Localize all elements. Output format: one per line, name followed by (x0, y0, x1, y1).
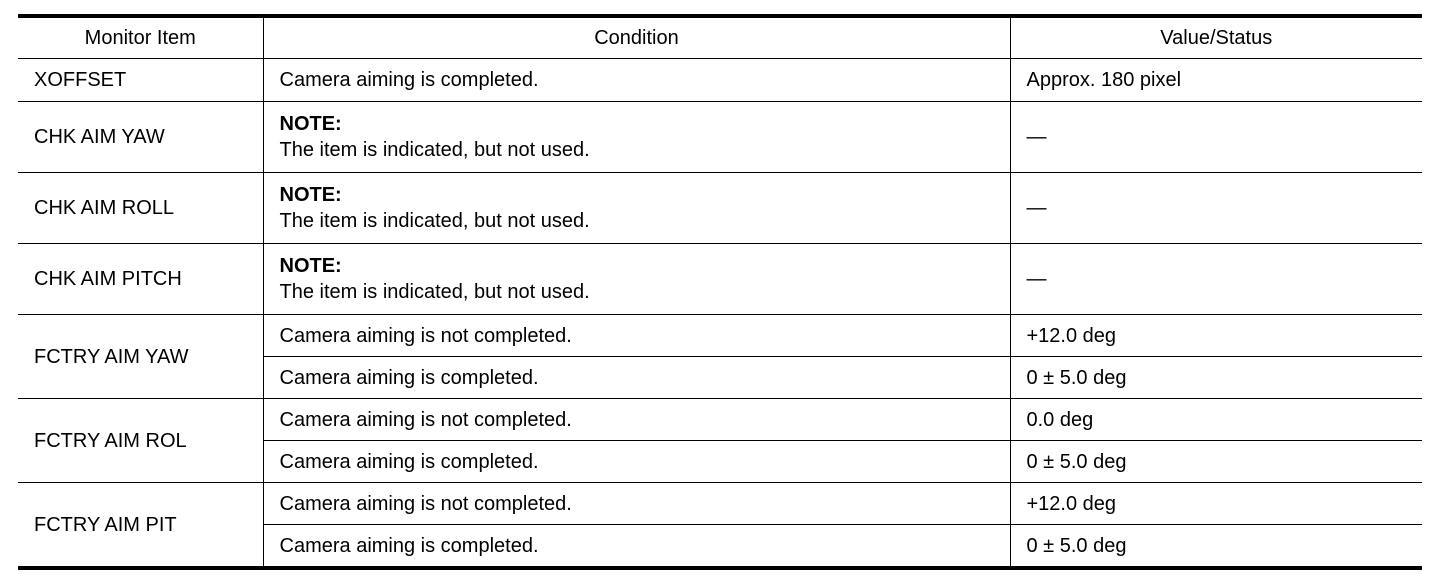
monitor-item: CHK AIM PITCH (18, 244, 263, 315)
note-cell (263, 244, 1010, 315)
condition: Camera aiming is completed. (263, 525, 1010, 569)
table-row (18, 102, 1422, 173)
condition: Camera aiming is not completed. (263, 399, 1010, 441)
condition: Camera aiming is not completed. (263, 315, 1010, 357)
note-title: NOTE: (279, 113, 342, 135)
value-status: 0 ± 5.0 deg (1010, 357, 1422, 399)
monitor-item: CHK AIM ROLL (18, 173, 263, 244)
header-condition: Condition (263, 16, 1010, 59)
condition: Camera aiming is not completed. (263, 483, 1010, 525)
value-status: — (1010, 244, 1422, 315)
note-title: NOTE: (279, 184, 342, 206)
note-text: The item is indicated, but not used. (279, 210, 590, 232)
monitor-item: XOFFSET (18, 59, 263, 102)
condition: Camera aiming is completed. (263, 441, 1010, 483)
condition: Camera aiming is completed. (263, 357, 1010, 399)
header-monitor-item: Monitor Item (18, 16, 263, 59)
table-row (18, 244, 1422, 315)
monitor-item: FCTRY AIM YAW (18, 315, 263, 399)
monitor-item: FCTRY AIM PIT (18, 483, 263, 569)
value-status: — (1010, 102, 1422, 173)
table-row (18, 59, 1422, 102)
table-row (18, 315, 1422, 357)
table-row (18, 173, 1422, 244)
value-status: 0 ± 5.0 deg (1010, 441, 1422, 483)
value-status: 0.0 deg (1010, 399, 1422, 441)
value-status: +12.0 deg (1010, 315, 1422, 357)
note-text: The item is indicated, but not used. (279, 281, 590, 303)
monitor-item-table (18, 14, 1422, 570)
note-cell (263, 102, 1010, 173)
note-title: NOTE: (279, 255, 342, 277)
monitor-item: FCTRY AIM ROL (18, 399, 263, 483)
note-text: The item is indicated, but not used. (279, 139, 590, 161)
value-status: 0 ± 5.0 deg (1010, 525, 1422, 569)
note-cell (263, 173, 1010, 244)
value-status: Approx. 180 pixel (1010, 59, 1422, 102)
table-header-row (18, 16, 1422, 59)
value-status: +12.0 deg (1010, 483, 1422, 525)
value-status: — (1010, 173, 1422, 244)
condition: Camera aiming is completed. (263, 59, 1010, 102)
monitor-item: CHK AIM YAW (18, 102, 263, 173)
table-row (18, 483, 1422, 525)
header-value-status: Value/Status (1010, 16, 1422, 59)
table-row (18, 399, 1422, 441)
